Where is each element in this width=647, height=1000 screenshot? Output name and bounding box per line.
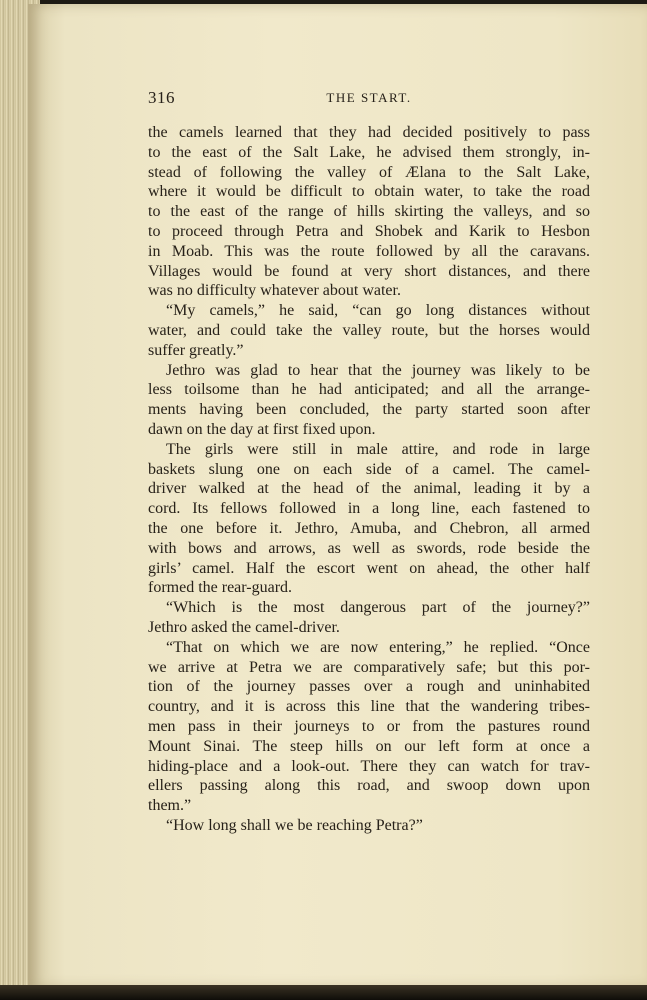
text-line: less toilsome than he had anticipated; and all the arrange- bbox=[148, 381, 590, 399]
text-line: tion of the journey passes over a rough and uninhabited bbox=[148, 678, 590, 696]
text-line: Jethro asked the camel-driver. bbox=[148, 618, 340, 636]
text-line: to proceed through Petra and Shobek and Karik to Hesbon bbox=[148, 222, 590, 240]
text-line: in Moab. This was the route followed by all the caravans. bbox=[148, 242, 590, 260]
body-text bbox=[148, 123, 590, 836]
text-line: stead of following the valley of Ælana to the Salt Lake, bbox=[148, 163, 590, 181]
text-line: water, and could take the valley route, but the horses would bbox=[148, 321, 590, 339]
text-line: suffer greatly.” bbox=[148, 341, 244, 359]
text-line: girls’ camel. Half the escort went on ahead, the other half bbox=[148, 559, 590, 577]
text-line: Villages would be found at very short distances, and there bbox=[148, 262, 590, 280]
bottom-shadow bbox=[0, 985, 647, 1000]
text-line: cord. Its fellows followed in a long line, each fastened to bbox=[148, 500, 590, 518]
text-line: where it would be difficult to obtain water, to take the road bbox=[148, 183, 590, 201]
text-line: the camels learned that they had decided positively to pass bbox=[148, 124, 590, 141]
text-line: ellers passing along this road, and swoop down upon bbox=[148, 777, 590, 795]
text-line: with bows and arrows, as well as swords, rode beside the bbox=[148, 539, 590, 557]
page-number: 316 bbox=[148, 88, 175, 107]
text-line: “How long shall we be reaching Petra?” bbox=[166, 816, 423, 834]
text-line: we arrive at Petra we are comparatively safe; but this por- bbox=[148, 658, 590, 676]
text-line: hiding-place and a look-out. There they can watch for trav- bbox=[148, 757, 590, 775]
text-line: Jethro was glad to hear that the journey was likely to be bbox=[166, 361, 590, 379]
text-line: “That on which we are now entering,” he replied. “Once bbox=[166, 638, 590, 656]
text-line: driver walked at the head of the animal, leading it by a bbox=[148, 480, 590, 498]
text-line: was no difficulty whatever about water. bbox=[148, 282, 401, 300]
running-head: THE START. bbox=[326, 90, 412, 105]
text-line: baskets slung one on each side of a camel. The camel- bbox=[148, 460, 590, 478]
text-line: country, and it is across this line that the wandering tribes- bbox=[148, 698, 590, 716]
text-line: to the east of the Salt Lake, he advised them strongly, in- bbox=[148, 143, 590, 161]
page-header bbox=[148, 88, 590, 112]
text-line: the one before it. Jethro, Amuba, and Chebron, all armed bbox=[148, 519, 590, 537]
text-line: The girls were still in male attire, and rode in large bbox=[166, 440, 590, 458]
text-line: to the east of the range of hills skirting the valleys, and so bbox=[148, 203, 590, 221]
text-line: ments having been concluded, the party started soon after bbox=[148, 401, 590, 419]
text-line: men pass in their journeys to or from the pastures round bbox=[148, 717, 590, 735]
text-line: dawn on the day at first fixed upon. bbox=[148, 420, 376, 438]
text-line: formed the rear-guard. bbox=[148, 579, 293, 597]
text-line: them.” bbox=[148, 797, 192, 815]
text-line: “My camels,” he said, “can go long distances without bbox=[166, 302, 590, 320]
text-line: “Which is the most dangerous part of the journey?” bbox=[166, 599, 590, 617]
text-line: Mount Sinai. The steep hills on our left form at once a bbox=[148, 737, 590, 755]
